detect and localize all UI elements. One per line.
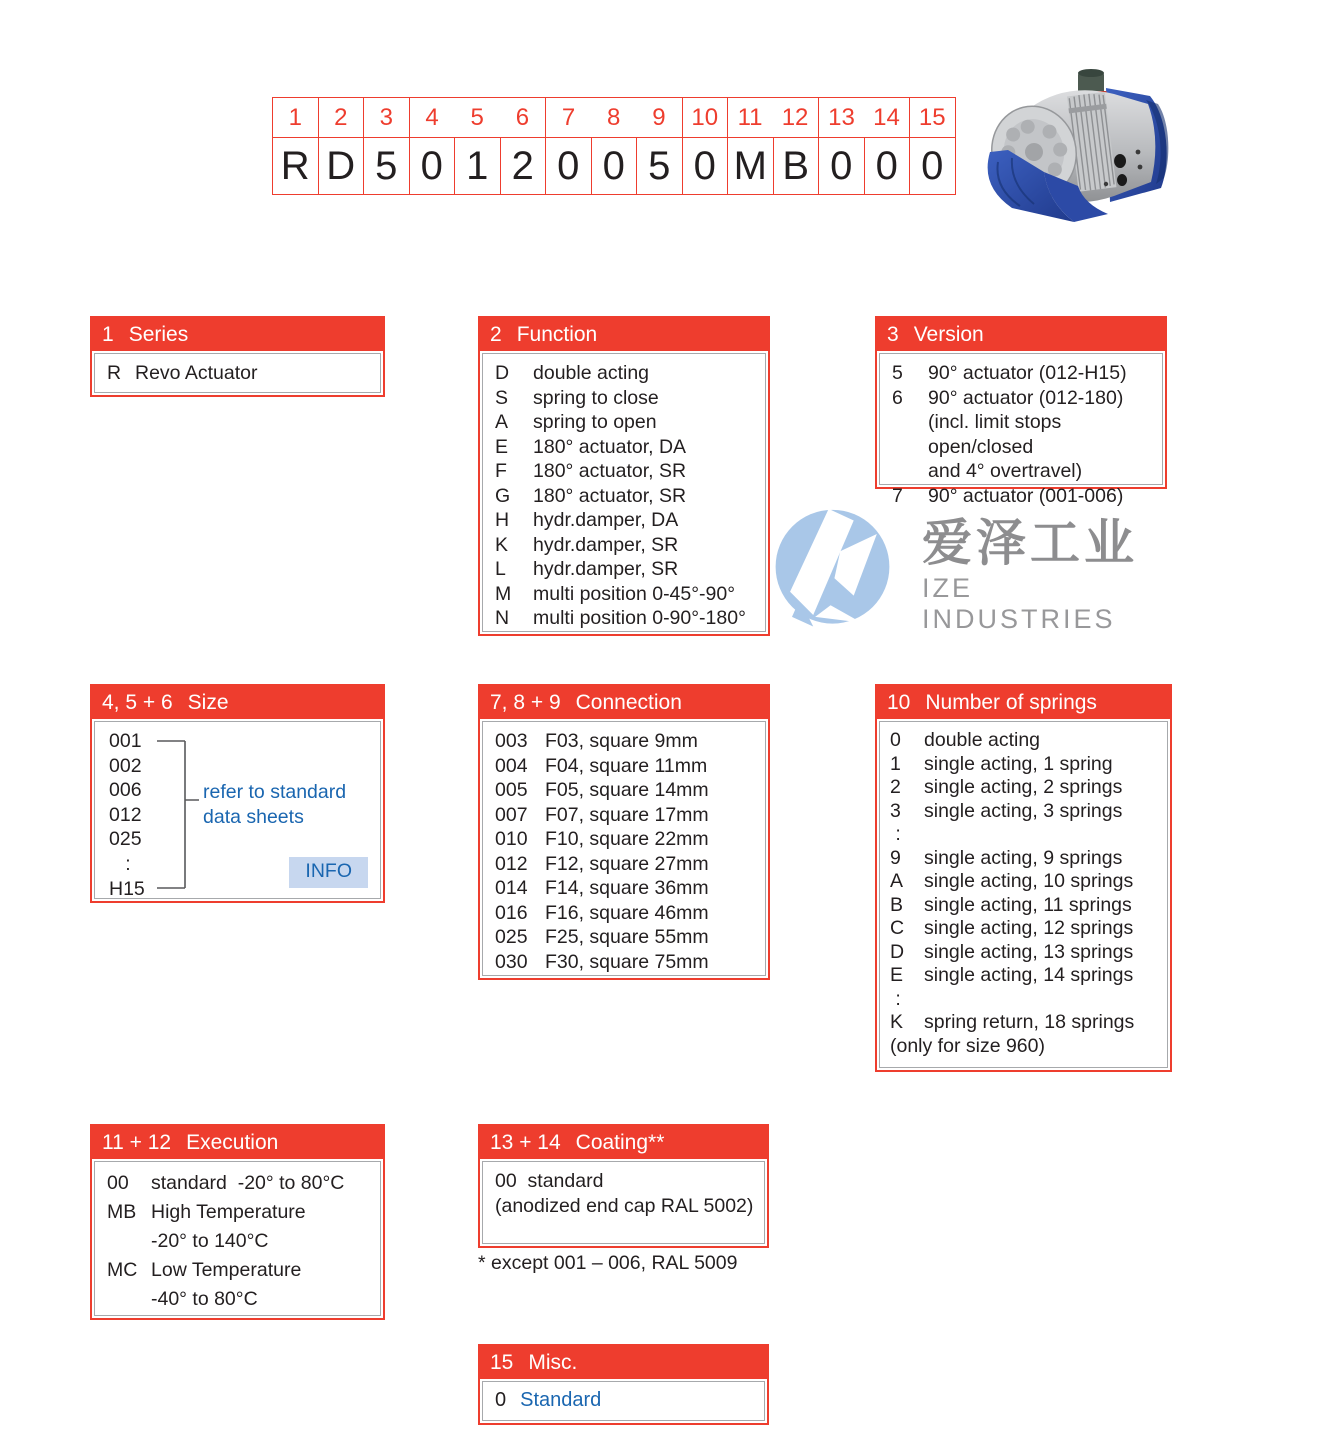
list-item: 007 F07, square 17mm	[495, 803, 709, 826]
version-list	[880, 354, 1162, 517]
code-cell: 5	[637, 138, 683, 195]
list-item: D double acting	[495, 362, 650, 384]
code-cell: 0	[409, 138, 455, 195]
list-item: 005 F05, square 14mm	[495, 779, 709, 801]
list-item: (incl. limit stops open/closed	[928, 411, 1067, 458]
list-item: E 180° actuator, DA	[495, 435, 687, 458]
position-cell-group: 11 12	[728, 98, 819, 138]
list-item: :	[890, 987, 901, 1010]
code-character-row	[273, 138, 956, 195]
code-cell: 0	[591, 138, 637, 195]
box-series-header: 1 Series	[92, 318, 383, 351]
code-cell: R	[273, 138, 319, 195]
list-item: D single acting, 13 springs	[890, 940, 1134, 963]
size-note: refer to standard data sheets	[203, 781, 347, 828]
size-value: 002	[109, 754, 142, 777]
code-cell: 0	[910, 138, 956, 195]
position-cell-group: 4 5 6	[409, 98, 546, 138]
list-item: B single acting, 11 springs	[890, 893, 1132, 916]
list-item: 010 F10, square 22mm	[495, 828, 709, 850]
box-size	[90, 684, 385, 903]
code-cell: 5	[364, 138, 410, 195]
coating-line: (anodized end cap RAL 5002)	[495, 1195, 754, 1217]
box-connection-header: 7, 8 + 9 Connection	[480, 686, 768, 719]
box-version	[875, 316, 1167, 507]
list-item: F 180° actuator, SR	[495, 460, 687, 482]
list-item: 9 single acting, 9 springs	[890, 846, 1123, 869]
box-size-header: 4, 5 + 6 Size	[92, 686, 383, 719]
box-connection	[478, 684, 770, 980]
list-item: 014 F14, square 36mm	[495, 877, 709, 899]
list-item: 003 F03, square 9mm	[495, 730, 698, 752]
springs-list	[880, 722, 1167, 1035]
list-item: 016 F16, square 46mm	[495, 901, 709, 924]
list-item: E single acting, 14 springs	[890, 964, 1134, 986]
coating-line: 00 standard	[495, 1170, 604, 1192]
ize-watermark-text	[922, 517, 1175, 635]
list-item: M multi position 0-45°-90°	[495, 582, 736, 605]
list-item: 1 single acting, 1 spring	[890, 752, 1113, 775]
ize-logo-icon	[765, 503, 900, 643]
code-cell: 1	[455, 138, 501, 195]
list-item: G 180° actuator, SR	[495, 484, 687, 507]
list-item: A spring to open	[495, 411, 657, 433]
ordering-code-table	[272, 97, 956, 195]
size-value: H15	[109, 877, 145, 900]
list-item: 004 F04, square 11mm	[495, 754, 708, 777]
size-value: 001	[109, 730, 142, 752]
series-list	[95, 354, 380, 395]
position-cell: 3	[364, 98, 410, 138]
list-item: MB High Temperature	[107, 1201, 306, 1223]
size-value: 025	[109, 828, 142, 851]
list-item: 025 F25, square 55mm	[495, 926, 709, 948]
size-value: 006	[109, 779, 142, 802]
list-item: L hydr.damper, SR	[495, 558, 679, 580]
box-springs	[875, 684, 1172, 1072]
position-cell: 2	[318, 98, 364, 138]
list-item: 6 90° actuator (012-180)	[892, 386, 1124, 409]
code-cell: D	[318, 138, 364, 195]
position-cell-group: 7 8 9	[546, 98, 683, 138]
box-series	[90, 316, 385, 397]
list-item: H hydr.damper, DA	[495, 509, 679, 531]
position-cell: 10	[682, 98, 728, 138]
actuator-image	[978, 66, 1178, 226]
code-cell: 0	[819, 138, 865, 195]
list-item: 2 single acting, 2 springs	[890, 776, 1123, 798]
code-cell: 0	[864, 138, 910, 195]
box-coating-header: 13 + 14 Coating**	[480, 1126, 767, 1159]
list-item: and 4° overtravel)	[928, 460, 1083, 482]
function-list	[483, 354, 765, 640]
list-item: 7 90° actuator (001-006)	[892, 484, 1124, 507]
position-cell-group: 13 14	[819, 98, 910, 138]
list-item: C single acting, 12 springs	[890, 917, 1134, 939]
info-button[interactable]: INFO	[289, 857, 368, 888]
list-item: 5 90° actuator (012-H15)	[892, 362, 1127, 384]
misc-code: 0	[495, 1388, 507, 1411]
list-item: K hydr.damper, SR	[495, 533, 679, 556]
size-value: :	[109, 852, 131, 875]
list-item: S spring to close	[495, 386, 659, 409]
position-number-row	[273, 98, 956, 138]
box-function-header: 2 Function	[480, 318, 768, 351]
list-item: 00 standard -20° to 80°C	[107, 1172, 345, 1194]
list-item: K spring return, 18 springs	[890, 1011, 1135, 1033]
connection-list	[483, 722, 765, 983]
list-item: 012 F12, square 27mm	[495, 852, 709, 875]
box-misc	[478, 1344, 769, 1425]
code-cell: 0	[682, 138, 728, 195]
position-cell: 15	[910, 98, 956, 138]
list-item: MC Low Temperature	[107, 1259, 302, 1281]
size-value: 012	[109, 803, 142, 826]
list-item: R Revo Actuator	[107, 362, 258, 384]
box-execution-header: 11 + 12 Execution	[92, 1126, 383, 1159]
list-item: -40° to 80°C	[151, 1288, 258, 1310]
list-item: A single acting, 10 springs	[890, 870, 1134, 892]
ize-chinese-name: 爱泽工业	[922, 515, 1138, 571]
list-item: 0 double acting	[890, 729, 1041, 751]
list-item: N multi position 0-90°-180°	[495, 607, 746, 629]
execution-list	[95, 1162, 380, 1323]
list-item: 030 F30, square 75mm	[495, 950, 709, 973]
box-misc-header: 15 Misc.	[480, 1346, 767, 1379]
code-cell: M	[728, 138, 774, 195]
misc-standard-link[interactable]: Standard	[520, 1388, 602, 1411]
position-cell: 1	[273, 98, 319, 138]
box-function	[478, 316, 770, 636]
box-springs-header: 10 Number of springs	[877, 686, 1170, 719]
list-item: 3 single acting, 3 springs	[890, 799, 1123, 822]
list-item: -20° to 140°C	[151, 1230, 269, 1252]
box-version-header: 3 Version	[877, 318, 1165, 351]
coating-lines	[482, 1161, 765, 1244]
code-cell: 2	[500, 138, 546, 195]
code-cell: B	[773, 138, 819, 195]
ize-watermark	[765, 503, 1175, 638]
code-cell: 0	[546, 138, 592, 195]
coating-footnote: * except 001 – 006, RAL 5009	[478, 1252, 738, 1274]
list-item: :	[890, 823, 901, 845]
box-execution	[90, 1124, 385, 1320]
box-coating	[478, 1124, 769, 1248]
springs-footer-note: (only for size 960)	[890, 1034, 1045, 1057]
ize-english-name: IZE INDUSTRIES	[922, 573, 1116, 634]
